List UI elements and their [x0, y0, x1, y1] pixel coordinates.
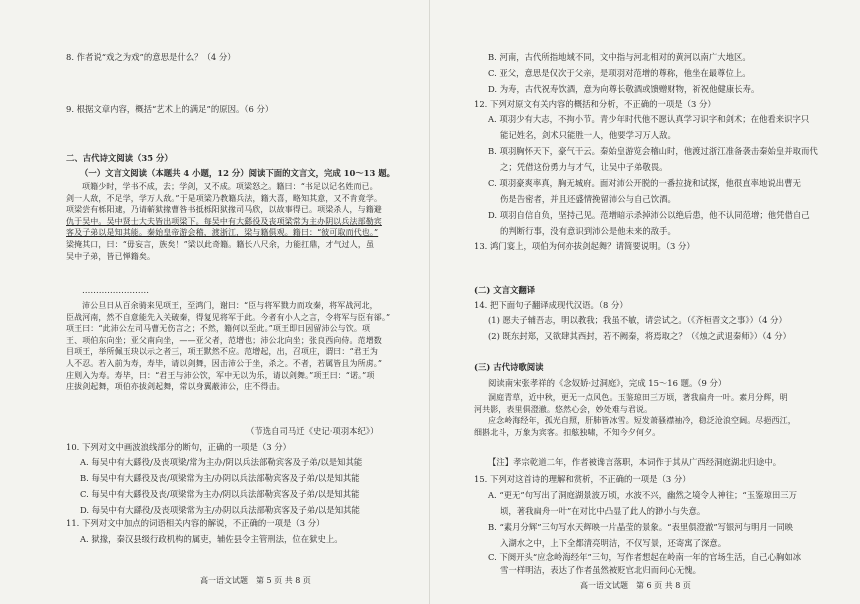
option-10c: C. 每吴中有大繇役及丧/项梁常为主办/阴以兵法部勒宾客及子弟/以是知其能 [80, 489, 360, 499]
section-heading: 二、古代诗文阅读（35 分） [66, 153, 173, 163]
passage-line: 王、项伯东向坐；亚父南向坐，——亚父者，范增也；沛公北向坐；张良西向侍。范增数 [66, 335, 382, 345]
passage-line-wavy: 客及子弟以是知其能。秦始皇帝游会稽，渡浙江，梁与籍俱观。籍曰：“彼可取而代也。” [66, 228, 379, 238]
passage-1 [66, 181, 412, 262]
question-14-2: (2) 既东封郑，又欲肆其西封，若不阙秦，将焉取之？（《烛之武退秦师》）（4 分） [488, 331, 792, 341]
passage-line: 人不忍。若入前为寿，寿毕，请以剑舞，因击沛公于坐，杀之。不者，若属皆且为所虏。” [66, 358, 383, 368]
passage-line: 项梁尝有栎阳逮，乃请蕲狱掾曹咎书抵栎阳狱掾司马欣，以故事得已。项梁杀人，与籍避 [66, 205, 382, 215]
left-page-footer: 高一语文试题 第 5 页 共 8 页 [200, 576, 311, 585]
passage-line: 沛公旦日从百余骑来见项王，至鸿门，谢曰：“臣与将军戮力而攻秦，将军战河北， [82, 301, 378, 310]
poem-note: 【注】孝宗乾道二年，作者被谗言落职，本词作于其从广西经洞庭湖北归途中。 [488, 457, 782, 467]
passage-line: 臣战河南，然不自意能先入关破秦，得复见将军于此。今者有小人之言，令将军与臣有郤。” [66, 312, 391, 322]
question-14-1: (1) 愿夫子辅吾志，明以教我；我虽不敏，请尝试之。（《齐桓晋文之事》）（4 分） [488, 315, 787, 325]
poem-text [474, 392, 826, 438]
option-15a-cont: 顷，著我扁舟一叶”在对比中凸显了此人的渺小与失意。 [500, 506, 706, 516]
passage-line: 吴中子弟，皆已惮籍矣。 [66, 251, 156, 261]
subsection-heading: （一）文言文阅读（本题共 4 小题，12 分）阅读下面的文言文，完成 10～13 题。 [80, 168, 395, 178]
option-10b: B. 每吴中有大繇役及丧/项梁常为主/办阴以兵法部勒宾客及子弟/以是知其能 [80, 473, 360, 483]
option-10a: A. 每吴中有大繇役/及丧项梁/常为主办/阴以兵法部勒宾客及子弟/以是知其能 [80, 457, 363, 467]
question-9: 9. 根据文章内容，概括“艺术上的满足”的原因。（6 分） [66, 104, 274, 114]
option-12b: B. 项羽胸怀天下，豪气干云。秦始皇游览会稽山时，他渡过浙江准备袭击秦始皇并取而代 [488, 146, 818, 156]
option-15c: C. 下阕开头“应念岭海经年”三句，写作者想起在岭南一年的官场生活，自己心胸如冰 [488, 552, 802, 562]
passage-line: 剑一人敌，不足学，学万人敌。”于是项梁乃教籍兵法，籍大喜，略知其意，又不肯竟学。 [66, 193, 383, 203]
ellipsis-divider: …………………… [82, 285, 149, 295]
option-15b-cont: 入湖水之中，上下全都清亮明洁，不仅写景，还寄寓了深意。 [500, 538, 727, 548]
option-11c: C. 亚父，意思是仅次于父亲，是项羽对范增的尊称，他坐在最尊位上。 [488, 68, 751, 78]
passage-source: （节选自司马迁《史记·项羽本纪》） [246, 426, 379, 436]
poem-intro: 阅读南宋张孝祥的《念奴娇·过洞庭》，完成 15～16 题。（9 分） [488, 378, 727, 388]
passage-line: 目项王，举所佩玉玦以示之者三，项王默然不应。范增起，出，召项庄，谓曰：“君王为 [66, 347, 378, 357]
right-page-footer: 高一语文试题 第 6 页 共 8 页 [580, 581, 691, 590]
passage-2 [66, 300, 412, 393]
passage-line: 庄拔剑起舞，项伯亦拔剑起舞，常以身翼蔽沛公，庄不得击。 [66, 382, 285, 392]
option-12a-cont: 能记姓名，剑术只能胜一人，他要学习万人敌。 [500, 130, 676, 140]
passage-line: 庄则入为寿。寿毕，曰：“君王与沛公饮，军中无以为乐，请以剑舞。”项王曰：“诺。”项 [66, 370, 375, 380]
question-10: 10. 下列对文中画波浪线部分的断句，正确的一项是（3 分） [66, 442, 291, 452]
option-12b-cont: 之；凭借这份勇力与才气，让吴中子弟敬畏。 [500, 162, 668, 172]
question-14: 14. 把下面句子翻译成现代汉语。（8 分） [474, 300, 628, 310]
option-12c: C. 项羽豪爽率真，胸无城府。面对沛公开脱的一番拉拢和试探，他很直率地说出曹无 [488, 178, 801, 188]
option-11d: D. 为寿，古代祝寿饮酒，意为向尊长敬酒或馈赠财物，祈祝他健康长寿。 [488, 84, 760, 94]
option-12d: D. 项羽自信自负，坚持己见。范增暗示杀掉沛公以绝后患，他不认同范增；他凭借自己 [488, 210, 810, 220]
question-8: 8. 作者说“戏之为戏”的意思是什么？（4 分） [66, 52, 236, 62]
poem-line: 洞庭青草，近中秋，更无一点风色。玉鉴琼田三万顷，著我扁舟一叶。素月分辉，明 [488, 393, 788, 402]
option-15c-cont: 雪一样明洁，表达了作者虽然被贬官北归而问心无愧。 [500, 565, 701, 575]
option-10d: D. 每吴中有大繇役/及丧项梁常为主/办阴以兵法部勒宾客及子弟/以是知其能 [80, 505, 360, 515]
poem-line: 细斟北斗，万象为宾客。扣舷独啸，不知今夕何夕。 [474, 427, 661, 437]
option-11a: A. 狱掾，秦汉县级行政机构的属吏，辅佐县令主管刑法，位在狱史上。 [80, 534, 343, 544]
passage-line: 项籍少时，学书不成，去；学剑，又不成。项梁怒之。籍曰：“书足以记名姓而已。 [82, 182, 378, 191]
option-11b: B. 河南，古代所指地域不同，文中指与河北相对的黄河以南广大地区。 [488, 52, 751, 62]
passage-line-wavy: 仇于吴中。吴中贤士大夫皆出项梁下。每吴中有大繇役及丧项梁常为主办阴以兵法部勒宾 [66, 216, 382, 226]
question-15: 15. 下列对这首诗的理解和赏析，不正确的一项是（3 分） [474, 474, 691, 484]
option-15a: A. “更无”句写出了洞庭湖景波万顷，水波不兴，幽然之境令人神往；“玉鉴琼田三万 [488, 490, 797, 500]
subsection-poetry: (三) 古代诗歌阅读 [474, 362, 544, 372]
question-13: 13. 鸿门宴上，项伯为何亦拔剑起舞？请简要说明。（3 分） [474, 241, 695, 251]
option-12d-cont: 的判断行事，没有意识到沛公是他未来的敌手。 [500, 226, 676, 236]
subsection-translation: (二) 文言文翻译 [474, 285, 536, 295]
option-12a: A. 项羽少有大志，不拘小节。青少年时代他不愿认真学习识字和剑术；在他看来识字只 [488, 114, 810, 124]
poem-line: 河共影，表里俱澄澈。悠然心会，妙处难与君说。 [474, 404, 653, 414]
question-11: 11. 下列对文中加点的词语相关内容的解说，不正确的一项是（3 分） [66, 518, 325, 528]
passage-line: 梁掩其口，曰：“毋妄言，族矣！”梁以此奇籍。籍长八尺余，力能扛鼎，才气过人，虽 [66, 239, 375, 249]
option-12c-cont: 伤是告密者，并且还盛情挽留沛公与自己饮酒。 [500, 194, 676, 204]
option-15b: B. “素月分辉”三句写水天辉映一片晶莹的景象。“表里俱澄澈”写银河与明月一同映 [488, 522, 793, 532]
page-divider [429, 0, 430, 604]
poem-line: 应念岭海经年，孤光自照，肝肺皆冰雪。短发萧骚襟袖冷，稳泛沧浪空阔。尽挹西江， [488, 416, 796, 426]
question-12: 12. 下列对原文有关内容的概括和分析，不正确的一项是（3 分） [474, 99, 716, 109]
passage-line: 项王曰：“此沛公左司马曹无伤言之；不然，籍何以至此。”项王即日因留沛公与饮。项 [66, 324, 371, 334]
